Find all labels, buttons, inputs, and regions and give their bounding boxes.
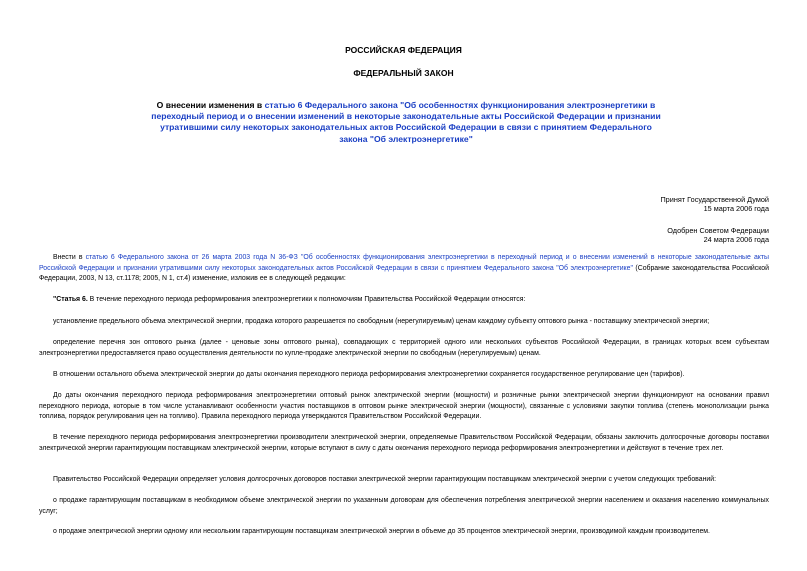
paragraph-4: До даты окончания переходного периода реформирования электроэнергетики оптовый рынок электрической энергии (мощности) и розничные рынки электрической энергии функционируют на основании правил переходного периода, которые в том числе устанавливают особенности участия поставщиков в оптовом рынке электрической энергии (мощности), связанные с условиями закупки топлива (степень монополизации рынка топлива, порядок регулирования цен на топливо). Правила переходного периода утверждаются Правительством Российской Федерации. bbox=[39, 392, 769, 421]
duma-adoption-date: 15 марта 2006 года bbox=[703, 204, 769, 213]
council-approval-line: Одобрен Советом Федерации bbox=[667, 226, 769, 235]
law-type-heading: ФЕДЕРАЛЬНЫЙ ЗАКОН bbox=[353, 68, 454, 78]
paragraph-5: В течение переходного периода реформирования электроэнергетики производители электрической энергии, определяемые Правительством Российской Федерации, обязаны заключить долгосрочные договоры поставки электрической энергии гарантирующим поставщикам электрической энергии, которые вступают в силу с даты окончания переходного периода реформирования электроэнергетики и действуют в течение трех лет. bbox=[39, 434, 769, 452]
law-title-prefix: О внесении изменения в bbox=[156, 100, 265, 110]
duma-adoption-line: Принят Государственной Думой bbox=[660, 195, 769, 204]
paragraph-6: Правительство Российской Федерации определяет условия долгосрочных договоров поставки электрической энергии гарантирующим поставщикам электрической энергии с учетом следующих требований: bbox=[53, 476, 717, 483]
law-title bbox=[150, 100, 662, 145]
country-heading: РОССИЙСКАЯ ФЕДЕРАЦИЯ bbox=[345, 45, 462, 55]
intro-article-link[interactable]: статью 6 Федерального закона от 26 марта 2003 года N 36-ФЗ "Об особенностях функционирования электроэнергетики в переходный период и о внесении изменений в некоторые законодательные акты Российской Федерации и признании утратившими силу некоторых законодательных актов Российской Федерации в связи с принятием Федерального закона "Об электроэнергетике" bbox=[39, 254, 769, 272]
paragraph-8: о продаже электрической энергии одному или нескольким гарантирующим поставщикам электрической энергии в объеме до 35 процентов электрической энергии, производимой каждым производителем. bbox=[53, 528, 710, 535]
article-6-paragraph bbox=[39, 295, 769, 306]
law-title-link[interactable]: статью 6 Федерального закона "Об особенностях функционирования электроэнергетики в переходный период и о внесении изменений в некоторые законодательные акты Российской Федерации и признании утратившими силу некоторых законодательных актов Российской Федерации в связи с принятием Федерального закона "Об электроэнергетике" bbox=[151, 100, 661, 144]
article-6-text: В течение переходного периода реформирования электроэнергетики к полномочиям Правительства Российской Федерации относятся: bbox=[87, 296, 526, 303]
intro-prefix: Внести в bbox=[53, 254, 86, 261]
intro-paragraph bbox=[39, 253, 769, 285]
paragraph-2: определение перечня зон оптового рынка (далее - ценовые зоны оптового рынка), совпадающих с территорией одного или нескольких субъектов Российской Федерации, в границах которых всем субъектам электроэнергетики предоставляется право осуществления деятельности по купле-продаже электрической энергии по свободным (нерегулируемым) ценам. bbox=[39, 339, 769, 357]
paragraph-7: о продаже гарантирующим поставщикам в необходимом объеме электрической энергии по указанным договорам для обеспечения потребления электрической энергии населением и оказания населению коммунальных услуг; bbox=[39, 497, 769, 515]
paragraph-1: установление предельного объема электрической энергии, продажа которого разрешается по свободным (нерегулируемым) ценам каждому субъекту оптового рынка - поставщику электрической энергии; bbox=[53, 318, 710, 325]
intro-suffix: (Собрание законодательства Российской Федерации, 2003, N 13, ст.1178; 2005, N 1, ст.4) изменение, изложив ее в следующей редакции: bbox=[39, 264, 769, 283]
council-approval-date: 24 марта 2006 года bbox=[703, 235, 769, 244]
paragraph-3: В отношении остального объема электрической энергии до даты окончания переходного периода реформирования электроэнергетики сохраняется государственное регулирование цен (тарифов). bbox=[53, 371, 685, 378]
article-6-label: "Статья 6. bbox=[53, 296, 88, 303]
